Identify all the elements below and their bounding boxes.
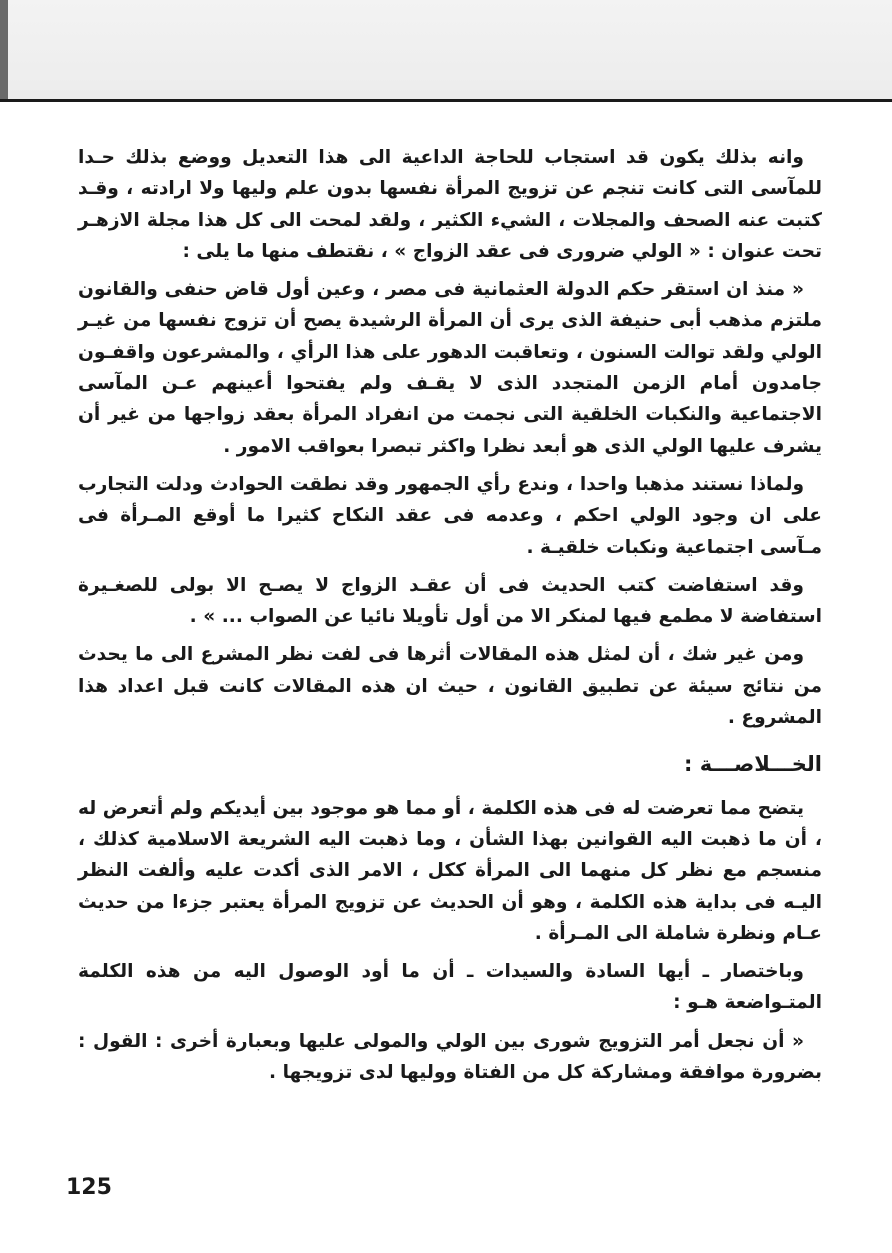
paragraph-quote-continued: ولماذا نستند مذهبا واحدا ، وندع رأي الجمهور وقد نطقت الحوادث ودلت التجارب على ان وجود الولي احكم ، وعدمه فى عقد النكاح كثيرا ما أوقع المـرأة فى مـآسى اجتماعية ونكبات خلقيـة . [78,473,822,558]
page-body [78,142,822,1088]
paragraph-intro: وانه بذلك يكون قد استجاب للحاجة الداعية الى هذا التعديل ووضع بذلك حـدا للمآسى التى كانت تنجم عن تزويج المرأة نفسها بدون علم وليها ولا ارادته ، وقـد كتبت عنه الصحف والمجلات ، الشيء الكثير ، ولقد لمحت الى كل هذا مجلة الازهـر تحت عنوان : « الولي ضرورى فى عقد الزواج » ، نقتطف منها ما يلى : [78,147,822,262]
paragraph-quote-azhar: « منذ ان استقر حكم الدولة العثمانية فى مصر ، وعين أول قاض حنفى والقانون ملتزم مذهب أبى حنيفة الذى يرى أن المرأة الرشيدة يصح أن تزوج نفسها من غيـر الولي ولقد توالت السنون ، وتعاقبت الدهور على هذا الرأي ، والمشرعون واقفـون جامدون أمام الزمن المتجدد الذى لا يقـف ولم يفتحوا أعينهم عـن المآسى الاجتماعية والنكبات الخلقية التى نجمت من انفراد المرأة بعقد زواجها من غير أن يشرف عليها الولي الذى هو أبعد نظرا واكثر تبصرا بعواقب الامور . [78,279,822,457]
section-heading-summary: الخـــلاصـــة : [684,752,822,777]
paragraph-in-short: وباختصار ـ أيها السادة والسيدات ـ أن ما أود الوصول اليه من هذه الكلمة المتـواضعة هـو : [78,961,822,1014]
scan-top-band [0,0,892,100]
page-number: 125 [66,1175,112,1200]
header-rule [0,99,892,102]
paragraph-quote-hadith: وقد استفاضت كتب الحديث فى أن عقـد الزواج لا يصـح الا بولى للصغـيرة استفاضة لا مطمع فيها لمنكر الا من أول تأويلا نائيا عن الصواب ... » . [78,574,822,628]
paragraph-summary: يتضح مما تعرضت له فى هذه الكلمة ، أو مما هو موجود بين أيديكم ولم أتعرض له ، أن ما ذهبت اليه القوانين بهذا الشأن ، وما ذهبت اليه الشريعة الاسلامية كذلك ، منسجم مع نظر كل منهما الى المرأة ككل ، الامر الذى أكدت عليه وألفت النظر اليـه فى بداية هذه الكلمة ، وهو أن الحديث عن تزويج المرأة يعتبر جزءا من حديث عـام ونظرة شاملة الى المـرأة . [78,797,822,944]
paragraph-articles-effect: ومن غير شك ، أن لمثل هذه المقالات أثرها فى لفت نظر المشرع الى ما يحدث من نتائج سيئة عن تطبيق القانون ، حيث ان هذه المقالات كانت قبل اعداد هذا المشروع . [78,644,822,729]
scan-edge-shadow [0,0,8,100]
paragraph-conclusion-quote: « أن نجعل أمر التزويج شورى بين الولي والمولى عليها وبعبارة أخرى : القول : بضرورة موافقة ومشاركة كل من الفتاة ووليها لدى تزويجها . [78,1030,822,1084]
